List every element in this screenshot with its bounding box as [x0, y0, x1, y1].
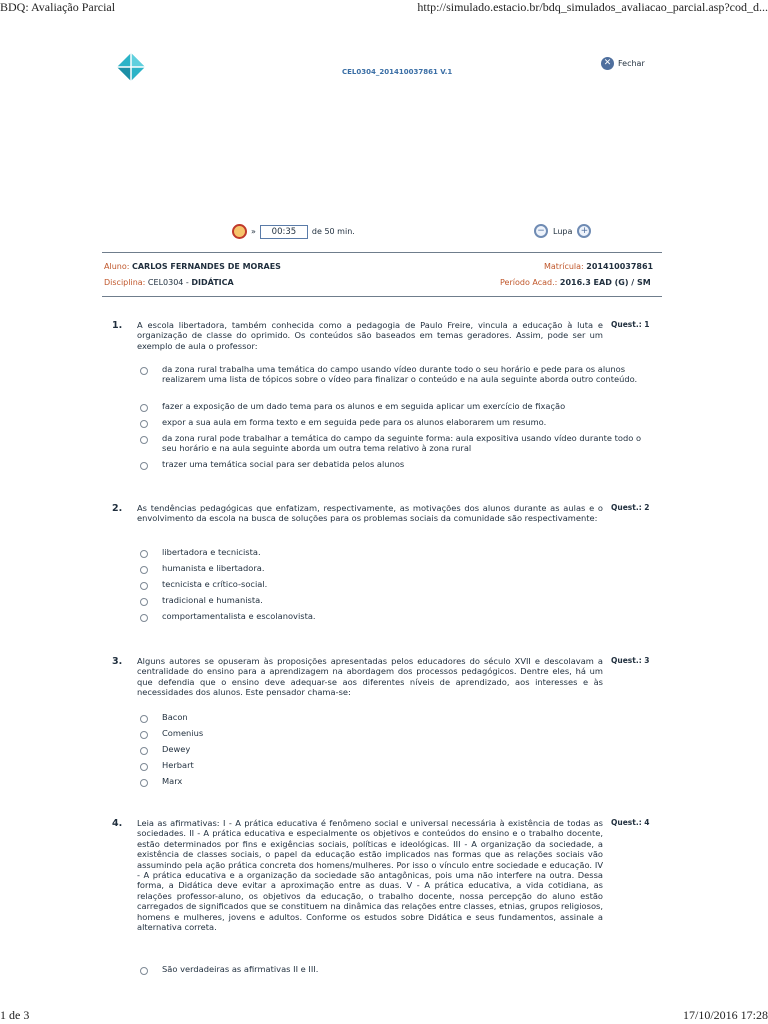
- option-text: Marx: [162, 776, 183, 786]
- question-text: Alguns autores se opuseram às proposições apresentadas pelos educadores do século XVII e descolavam a centralidade do ensino para a aprendizagem na abordagem dos processos pedagógicos. Dentre eles, há um que defendia que o ensino deve adequar-se aos diferentes níveis de aprendizado, aos interesses e às necessidades dos alunos. Este pensador chama-se:: [137, 656, 603, 698]
- radio-button[interactable]: [140, 779, 148, 787]
- option-text: humanista e libertadora.: [162, 563, 265, 573]
- timer: [232, 224, 355, 239]
- academic-period: [500, 278, 651, 287]
- option-a[interactable]: [140, 712, 652, 723]
- option-text: libertadora e tecnicista.: [162, 547, 261, 557]
- browser-title: BDQ: Avaliação Parcial: [0, 0, 116, 14]
- option-b[interactable]: [140, 401, 652, 412]
- radio-button[interactable]: [140, 566, 148, 574]
- question-tag: Quest.: 3: [611, 656, 650, 665]
- option-d[interactable]: [140, 595, 652, 606]
- option-a[interactable]: [140, 964, 652, 975]
- radio-button[interactable]: [140, 462, 148, 470]
- question-text: A escola libertadora, também conhecida como a pedagogia de Paulo Freire, vincula a educação à luta e organização de classe do oprimido. Os conteúdos são baseados em temas geradores. Assim, pode ser um exemplo de aula o professor:: [137, 320, 603, 351]
- divider: [102, 296, 662, 297]
- radio-button[interactable]: [140, 967, 148, 975]
- question-tag: Quest.: 2: [611, 503, 650, 512]
- radio-button[interactable]: [140, 582, 148, 590]
- timer-arrow: »: [251, 227, 256, 236]
- radio-button[interactable]: [140, 715, 148, 723]
- option-e[interactable]: [140, 611, 652, 622]
- radio-button[interactable]: [140, 747, 148, 755]
- page-number: 1 de 3: [0, 1008, 30, 1022]
- option-text: tecnicista e crítico-social.: [162, 579, 268, 589]
- radio-button[interactable]: [140, 404, 148, 412]
- option-b[interactable]: [140, 563, 652, 574]
- option-a[interactable]: [140, 547, 652, 558]
- option-text: Dewey: [162, 744, 191, 754]
- option-text: tradicional e humanista.: [162, 595, 263, 605]
- estacio-logo-icon: [116, 52, 146, 82]
- close-icon: ✕: [601, 57, 614, 70]
- radio-button[interactable]: [140, 367, 148, 375]
- elapsed-time: 00:35: [260, 225, 308, 239]
- radio-button[interactable]: [140, 436, 148, 444]
- option-d[interactable]: [140, 433, 652, 454]
- question-text: Leia as afirmativas: I - A prática educativa é fenômeno social e universal necessária à existência de todas as sociedades. II - A prática educativa e especialmente os objetivos e conteúdos do ensino e o trabalho docente, estão determinados por fins e exigências sociais, políticas e ideológicas. III - A organização da sociedade, a existência de classes sociais, o papel da educação estão implicados nas formas que as relações sociais vão assumindo pela ação prática concreta dos homens/mulheres. Por isso o vínculo entre sociedade e educação. IV - A prática educativa e a organização da sociedade são antagônicas, pois uma não interfere na outra. Dessa forma, a Didática deve evitar a aproximação entre as duas. V - A prática educativa, a vida cotidiana, as relações professor-aluno, os objetivos da educação, o trabalho docente, nossa percepção do aluno estão carregados de significados que se constituem na dinâmica das relações entre classes, etnias, grupos religiosos, homens e mulheres, jovens e adultos. Conforme os estudos sobre Didática e seus fundamentos, assinale a alternativa correta.: [137, 818, 603, 933]
- question-number: 3.: [112, 656, 123, 667]
- option-a[interactable]: [140, 364, 652, 385]
- question-text: As tendências pedagógicas que enfatizam, respectivamente, as motivações dos alunos durante as aulas e o envolvimento da escola na busca de soluções para os problemas sociais da comunidade são respectivamente:: [137, 503, 603, 524]
- option-text: Bacon: [162, 712, 188, 722]
- question-number: 4.: [112, 818, 123, 829]
- exam-code: CEL0304_201410037861 V.1: [342, 68, 453, 76]
- option-b[interactable]: [140, 728, 652, 739]
- option-c[interactable]: [140, 744, 652, 755]
- student-id: [544, 262, 653, 271]
- print-footer: [0, 1008, 768, 1024]
- question-tag: Quest.: 1: [611, 320, 650, 329]
- close-label: Fechar: [618, 59, 645, 68]
- zoom-in-icon[interactable]: +: [577, 224, 591, 238]
- question-number: 2.: [112, 503, 123, 514]
- discipline: [104, 278, 234, 287]
- close-button[interactable]: [601, 57, 645, 70]
- zoom-out-icon[interactable]: −: [534, 224, 548, 238]
- zoom-label: Lupa: [553, 226, 573, 236]
- option-text: expor a sua aula em forma texto e em seguida pede para os alunos elaborarem um resumo.: [162, 417, 547, 427]
- aluno-value: CARLOS FERNANDES DE MORAES: [131, 262, 281, 271]
- periodo-label: Período Acad.:: [500, 278, 558, 287]
- print-header: [0, 0, 768, 16]
- option-text: Comenius: [162, 728, 204, 738]
- matricula-label: Matrícula:: [544, 262, 584, 271]
- matricula-value: 201410037861: [586, 262, 654, 271]
- disciplina-code: CEL0304 -: [147, 278, 189, 287]
- divider: [102, 252, 662, 253]
- option-text: Herbart: [162, 760, 194, 770]
- option-text: da zona rural pode trabalhar a temática do campo da seguinte forma: aula expositiva usando vídeo durante todo o seu horário e na aula seguinte aborda um outra tema relativo à zona rural: [162, 433, 642, 454]
- radio-button[interactable]: [140, 550, 148, 558]
- question-number: 1.: [112, 320, 123, 331]
- zoom-controls: [534, 224, 591, 238]
- periodo-value: 2016.3 EAD (G) / SM: [559, 278, 651, 287]
- radio-button[interactable]: [140, 420, 148, 428]
- browser-url: http://simulado.estacio.br/bdq_simulados_avaliacao_parcial.asp?cod_d...: [417, 0, 768, 14]
- print-datetime: 17/10/2016 17:28: [682, 1008, 768, 1022]
- option-text: trazer uma temática social para ser debatida pelos alunos: [162, 459, 405, 469]
- radio-button[interactable]: [140, 598, 148, 606]
- student-name: [104, 262, 281, 271]
- question-tag: Quest.: 4: [611, 818, 650, 827]
- option-e[interactable]: [140, 776, 652, 787]
- radio-button[interactable]: [140, 763, 148, 771]
- option-c[interactable]: [140, 579, 652, 590]
- alarm-clock-icon: [232, 224, 247, 239]
- option-text: São verdadeiras as afirmativas II e III.: [162, 964, 319, 974]
- disciplina-value: DIDÁTICA: [191, 278, 234, 287]
- radio-button[interactable]: [140, 731, 148, 739]
- disciplina-label: Disciplina:: [104, 278, 146, 287]
- option-text: fazer a exposição de um dado tema para os alunos e em seguida aplicar um exercício de fixação: [162, 401, 566, 411]
- option-e[interactable]: [140, 459, 652, 470]
- option-text: comportamentalista e escolanovista.: [162, 611, 316, 621]
- option-c[interactable]: [140, 417, 652, 428]
- timer-suffix: de 50 min.: [311, 227, 355, 236]
- option-text: da zona rural trabalha uma temática do campo usando vídeo durante todo o seu horário e pede para os alunos realizarem uma lista de tópicos sobre o vídeo para finalizar o conteúdo e na aula seguinte aborda outro conteúdo.: [162, 364, 638, 385]
- option-d[interactable]: [140, 760, 652, 771]
- aluno-label: Aluno:: [104, 262, 130, 271]
- radio-button[interactable]: [140, 614, 148, 622]
